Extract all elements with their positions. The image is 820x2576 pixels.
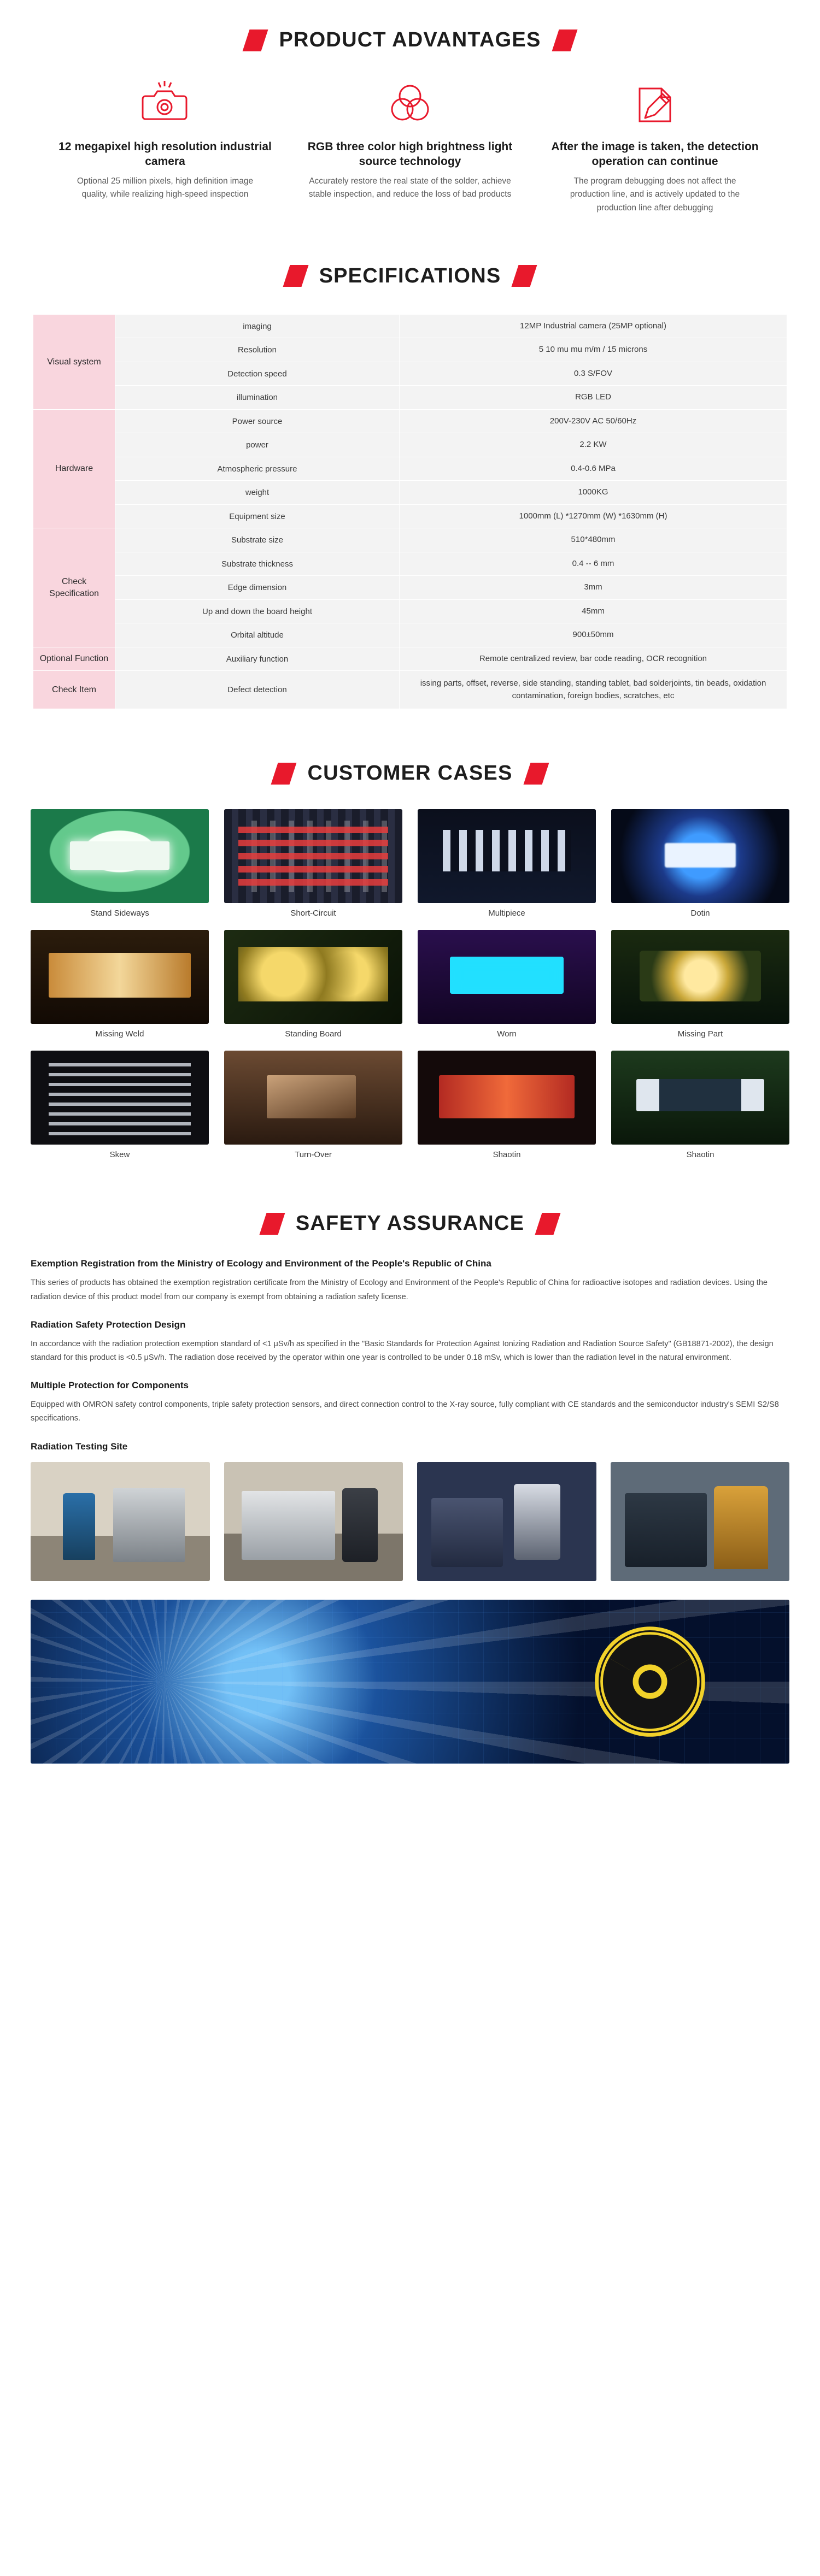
safety-block-exemption <box>31 1257 789 1304</box>
camera-icon <box>56 77 274 131</box>
spec-category: Optional Function <box>33 647 115 671</box>
table-row <box>33 528 787 552</box>
table-row <box>33 433 787 457</box>
table-row <box>33 409 787 433</box>
case-image <box>31 1051 209 1145</box>
advantages-grid <box>0 77 820 215</box>
table-row <box>33 647 787 671</box>
case-label: Dotin <box>690 909 710 918</box>
case-item <box>31 809 209 918</box>
case-item <box>31 1051 209 1159</box>
spec-category: Hardware <box>33 409 115 528</box>
table-row <box>33 552 787 576</box>
testing-site-photo-2 <box>224 1462 403 1581</box>
spec-key: Auxiliary function <box>115 647 400 671</box>
case-label: Shaotin <box>686 1150 714 1160</box>
spec-key: Edge dimension <box>115 576 400 600</box>
testing-site-photo-1 <box>31 1462 210 1581</box>
table-row <box>33 671 787 709</box>
spec-value: 510*480mm <box>400 528 787 552</box>
case-label: Worn <box>497 1029 517 1039</box>
spec-value: 0.4-0.6 MPa <box>400 457 787 481</box>
case-item <box>418 1051 596 1159</box>
slash-right-icon <box>523 763 549 785</box>
table-row <box>33 599 787 623</box>
spec-key: illumination <box>115 386 400 410</box>
advantage-desc: The program debugging does not affect the production line, and is actively updated to the production line after debugging <box>570 176 740 213</box>
safety-assurance-section <box>0 1159 820 1764</box>
case-item <box>611 930 789 1039</box>
customer-cases-heading <box>0 762 820 785</box>
spec-value: Remote centralized review, bar code reading, OCR recognition <box>400 647 787 671</box>
spec-key: imaging <box>115 314 400 338</box>
radiation-testing-site-block <box>31 1440 789 1582</box>
spec-key: Defect detection <box>115 671 400 709</box>
spec-value: 12MP Industrial camera (25MP optional) <box>400 314 787 338</box>
advantage-item-rgb <box>301 77 519 215</box>
rgb-circles-icon <box>301 77 519 131</box>
section-title-advantages: PRODUCT ADVANTAGES <box>279 28 541 51</box>
advantage-desc: Optional 25 million pixels, high definition image quality, while realizing high-speed inspection <box>77 176 254 199</box>
spec-value: 0.3 S/FOV <box>400 362 787 386</box>
safety-assurance-heading <box>0 1212 820 1235</box>
product-advantages-section <box>0 0 820 215</box>
specifications-table <box>33 314 787 710</box>
case-image <box>31 809 209 903</box>
case-image <box>224 930 402 1024</box>
case-label: Standing Board <box>285 1029 342 1039</box>
case-item <box>611 809 789 918</box>
advantage-desc: Accurately restore the real state of the solder, achieve stable inspection, and reduce the loss of bad products <box>308 176 512 199</box>
product-advantages-heading <box>0 28 820 52</box>
radiation-trefoil-icon <box>593 1624 707 1739</box>
specifications-heading <box>0 264 820 288</box>
customer-cases-section <box>0 709 820 1159</box>
spec-key: weight <box>115 481 400 505</box>
table-row <box>33 623 787 647</box>
slash-left-icon <box>283 265 308 287</box>
case-image <box>31 930 209 1024</box>
spec-value: 5 10 mu mu m/m / 15 microns <box>400 338 787 362</box>
case-image <box>611 930 789 1024</box>
case-image <box>224 809 402 903</box>
slash-right-icon <box>552 30 577 51</box>
safety-block-text: In accordance with the radiation protection exemption standard of <1 μSv/h as specified in the "Basic Standards for Protection Against Ionizing Radiation and Radiation Source Safety" (GB18871-2002), the design standard for this product is <0.5 μSv/h. The radiation dose received by the operator within one year is controlled to be under 0.18 mSv, which is lower than the radiation level in the natural environment. <box>31 1339 774 1362</box>
radiation-testing-site-photos <box>31 1462 789 1581</box>
case-item <box>418 809 596 918</box>
table-row <box>33 362 787 386</box>
case-item <box>224 809 402 918</box>
edit-document-icon <box>546 77 764 131</box>
safety-body <box>0 1257 820 1581</box>
case-item <box>224 1051 402 1159</box>
case-image <box>418 1051 596 1145</box>
slash-right-icon <box>535 1213 561 1235</box>
spec-value: RGB LED <box>400 386 787 410</box>
spec-value: 0.4 -- 6 mm <box>400 552 787 576</box>
spec-key: Up and down the board height <box>115 599 400 623</box>
slash-left-icon <box>243 30 268 51</box>
advantage-item-camera <box>56 77 274 215</box>
case-image <box>611 809 789 903</box>
safety-block-title: Multiple Protection for Components <box>31 1380 189 1391</box>
radiation-banner <box>31 1600 789 1764</box>
advantage-item-debug <box>546 77 764 215</box>
slash-left-icon <box>259 1213 285 1235</box>
advantage-title: 12 megapixel high resolution industrial camera <box>58 140 272 168</box>
spec-key: Atmospheric pressure <box>115 457 400 481</box>
case-label: Shaotin <box>493 1150 521 1160</box>
case-item <box>611 1051 789 1159</box>
spec-value: 3mm <box>400 576 787 600</box>
safety-block-components <box>31 1379 789 1425</box>
spec-value: 200V-230V AC 50/60Hz <box>400 409 787 433</box>
specifications-table-wrap <box>0 314 820 710</box>
slash-left-icon <box>271 763 297 785</box>
specifications-section <box>0 215 820 710</box>
spec-key: Substrate size <box>115 528 400 552</box>
spec-key: Orbital altitude <box>115 623 400 647</box>
spec-value: 900±50mm <box>400 623 787 647</box>
table-row <box>33 314 787 338</box>
table-row <box>33 338 787 362</box>
case-label: Turn-Over <box>295 1150 332 1160</box>
spec-key: Resolution <box>115 338 400 362</box>
table-row <box>33 481 787 505</box>
section-title-specifications: SPECIFICATIONS <box>319 264 501 287</box>
section-title-cases: CUSTOMER CASES <box>307 762 513 785</box>
case-label: Multipiece <box>488 909 525 918</box>
safety-block-title: Radiation Safety Protection Design <box>31 1319 186 1330</box>
spec-value: 45mm <box>400 599 787 623</box>
table-row <box>33 386 787 410</box>
spec-key: Detection speed <box>115 362 400 386</box>
safety-block-protection-design <box>31 1318 789 1365</box>
case-item <box>418 930 596 1039</box>
testing-site-photo-4 <box>611 1462 790 1581</box>
advantage-title: RGB three color high brightness light source technology <box>307 140 513 168</box>
case-label: Missing Part <box>677 1029 723 1039</box>
case-image <box>418 809 596 903</box>
safety-block-title: Exemption Registration from the Ministry of Ecology and Environment of the People's Republic of China <box>31 1258 491 1269</box>
case-label: Short-Circuit <box>290 909 336 918</box>
spec-value: issing parts, offset, reverse, side standing, standing tablet, bad solderjoints, tin beads, oxidation contamination, foreign bodies, scratches, etc <box>400 671 787 709</box>
spec-key: power <box>115 433 400 457</box>
spec-category: Check Item <box>33 671 115 709</box>
slash-right-icon <box>512 265 537 287</box>
section-title-safety: SAFETY ASSURANCE <box>295 1212 525 1235</box>
spec-value: 1000mm (L) *1270mm (W) *1630mm (H) <box>400 504 787 528</box>
safety-block-text: Equipped with OMRON safety control components, triple safety protection sensors, and direct connection control to the X-ray source, fully compliant with CE standards and the semiconductor industry's SEMI S2/S8 specifications. <box>31 1400 779 1423</box>
table-row <box>33 504 787 528</box>
case-label: Skew <box>109 1150 130 1160</box>
safety-block-text: This series of products has obtained the exemption registration certificate from the Ministry of Ecology and Environment of the People's Republic of China for radioactive isotopes and radiation devices. Using the radiation device of this product model from our company is exempt from obtaining a radiation safety license. <box>31 1278 768 1301</box>
spec-key: Equipment size <box>115 504 400 528</box>
spec-category: Visual system <box>33 314 115 409</box>
table-row <box>33 457 787 481</box>
radiation-testing-site-title: Radiation Testing Site <box>31 1441 128 1452</box>
testing-site-photo-3 <box>417 1462 596 1581</box>
spec-category: Check Specification <box>33 528 115 647</box>
case-item <box>31 930 209 1039</box>
case-image <box>611 1051 789 1145</box>
spec-key: Substrate thickness <box>115 552 400 576</box>
table-row <box>33 576 787 600</box>
customer-cases-grid <box>0 809 820 1159</box>
case-label: Stand Sideways <box>90 909 149 918</box>
spec-value: 1000KG <box>400 481 787 505</box>
case-image <box>224 1051 402 1145</box>
case-item <box>224 930 402 1039</box>
advantage-title: After the image is taken, the detection operation can continue <box>551 140 759 168</box>
spec-key: Power source <box>115 409 400 433</box>
spec-value: 2.2 KW <box>400 433 787 457</box>
case-label: Missing Weld <box>95 1029 144 1039</box>
case-image <box>418 930 596 1024</box>
